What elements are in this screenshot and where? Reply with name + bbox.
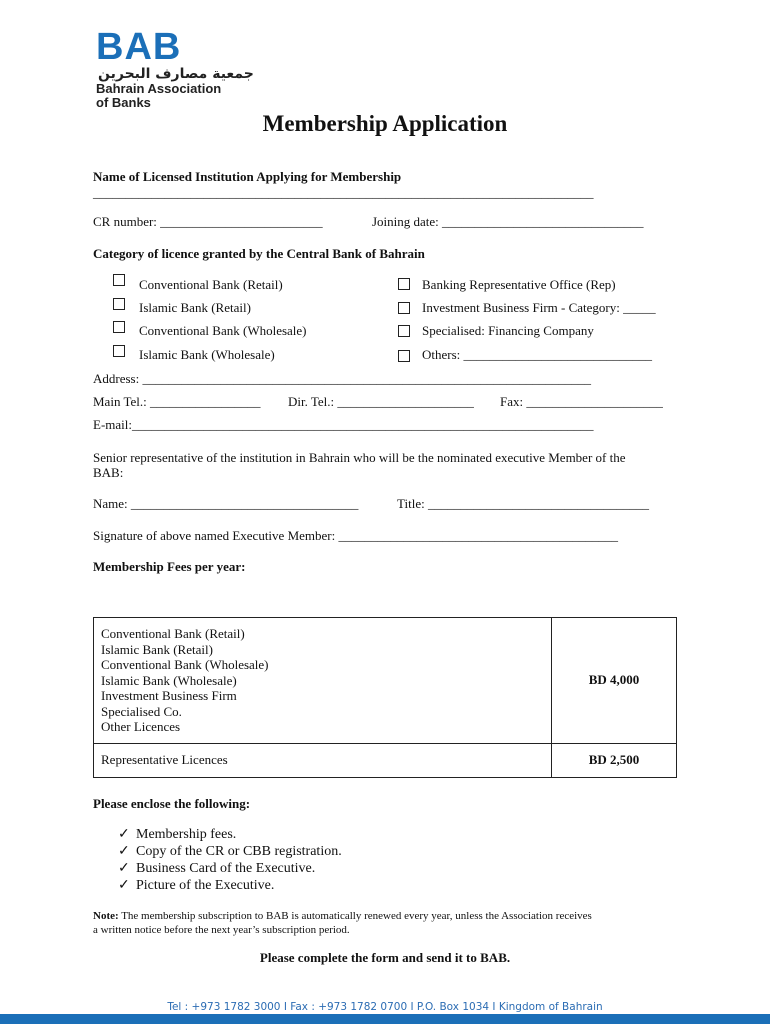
closing-instruction: Please complete the form and send it to BAB. [259, 950, 511, 965]
checkmark-icon: ✓ [118, 827, 130, 842]
institution-name-label: Name of Licensed Institution Applying for Membership [93, 169, 402, 184]
list-item: Representative Licences [101, 752, 228, 768]
category-label: Others: _____________________________ [422, 347, 653, 362]
email-field[interactable]: E-mail:_______________________________________________________________________ [93, 417, 594, 432]
fees-licence-list [94, 618, 552, 744]
list-item: ✓ Picture of the Executive. [118, 878, 275, 893]
checkbox-others[interactable] [398, 350, 410, 362]
fee-amount: BD 2,500 [552, 743, 677, 777]
enclose-heading: Please enclose the following: [93, 796, 251, 811]
list-item: Islamic Bank (Wholesale) [101, 672, 237, 688]
note-label: Note: [93, 910, 119, 922]
rep-title-field[interactable]: Title: __________________________________ [397, 496, 649, 511]
enclose-list [118, 826, 342, 894]
table-row [94, 618, 677, 744]
list-item: ✓ Copy of the CR or CBB registration. [118, 844, 342, 859]
logo-abbr: BAB [96, 26, 182, 68]
logo-english-line1: Bahrain Association [96, 81, 222, 96]
list-item: Specialised Co. [101, 703, 182, 719]
checkbox-islamic-retail[interactable] [113, 298, 125, 310]
checkmark-icon: ✓ [118, 861, 130, 876]
list-item: Islamic Bank (Retail) [101, 641, 213, 657]
checkbox-conventional-wholesale[interactable] [113, 321, 125, 333]
fees-table [93, 617, 677, 778]
category-label: Islamic Bank (Retail) [139, 300, 251, 315]
category-label: Investment Business Firm - Category: _____ [422, 300, 656, 315]
address-field[interactable]: Address: _____________________________________________________________________ [93, 371, 591, 386]
signature-field[interactable]: Signature of above named Executive Member: ___________________________________________ [93, 528, 618, 543]
category-label: Conventional Bank (Wholesale) [139, 323, 307, 338]
checkbox-conventional-retail[interactable] [113, 274, 125, 286]
category-label: Islamic Bank (Wholesale) [139, 347, 275, 362]
list-item: Other Licences [101, 719, 181, 734]
checkbox-investment-business-firm[interactable] [398, 302, 410, 314]
joining-date-field[interactable]: Joining date: _______________________________ [372, 214, 644, 229]
main-tel-field[interactable]: Main Tel.: _________________ [93, 394, 261, 409]
checkmark-icon: ✓ [118, 844, 130, 859]
checkbox-specialised-financing[interactable] [398, 325, 410, 337]
fees-heading: Membership Fees per year: [93, 559, 246, 574]
dir-tel-field[interactable]: Dir. Tel.: _____________________ [288, 394, 474, 409]
logo-english-line2: of Banks [96, 95, 151, 110]
checkmark-icon: ✓ [118, 878, 130, 893]
institution-name-field[interactable]: _____________________________________________________________________________ [93, 185, 594, 200]
checkbox-islamic-wholesale[interactable] [113, 345, 125, 357]
footer-contact: Tel : +973 1782 3000 I Fax : +973 1782 0700 I P.O. Box 1034 I Kingdom of Bahrain [167, 1001, 603, 1013]
list-item: ✓ Business Card of the Executive. [118, 861, 316, 876]
rep-name-field[interactable]: Name: ___________________________________ [93, 496, 359, 511]
category-heading: Category of licence granted by the Central Bank of Bahrain [93, 246, 425, 261]
senior-rep-text-cont: BAB: [93, 465, 124, 480]
list-item: ✓ Membership fees. [118, 827, 237, 842]
fee-amount: BD 4,000 [552, 618, 677, 744]
list-item: Conventional Bank (Wholesale) [101, 657, 269, 672]
category-label: Specialised: Financing Company [422, 323, 594, 338]
cr-number-field[interactable]: CR number: _________________________ [93, 214, 323, 229]
fax-field[interactable]: Fax: _____________________ [500, 394, 663, 409]
list-item: Investment Business Firm [101, 688, 237, 703]
list-item: Conventional Bank (Retail) [101, 626, 245, 641]
footer-bar [0, 1014, 770, 1024]
logo-arabic: جمعية مصارف البحرين [98, 66, 254, 82]
page-title: Membership Application [262, 111, 508, 136]
fees-licence-list [94, 743, 552, 777]
category-label: Banking Representative Office (Rep) [422, 277, 616, 292]
checkbox-representative-office[interactable] [398, 278, 410, 290]
logo-english [96, 82, 221, 110]
bab-logo [96, 26, 256, 112]
senior-rep-text: Senior representative of the institution in Bahrain who will be the nominated executive Member of the [93, 450, 626, 465]
category-label: Conventional Bank (Retail) [139, 277, 283, 292]
note-text-cont: a written notice before the next year’s subscription period. [93, 924, 350, 936]
table-row [94, 743, 677, 777]
note-text: The membership subscription to BAB is automatically renewed every year, unless the Association receives [118, 910, 592, 922]
note [93, 909, 592, 937]
